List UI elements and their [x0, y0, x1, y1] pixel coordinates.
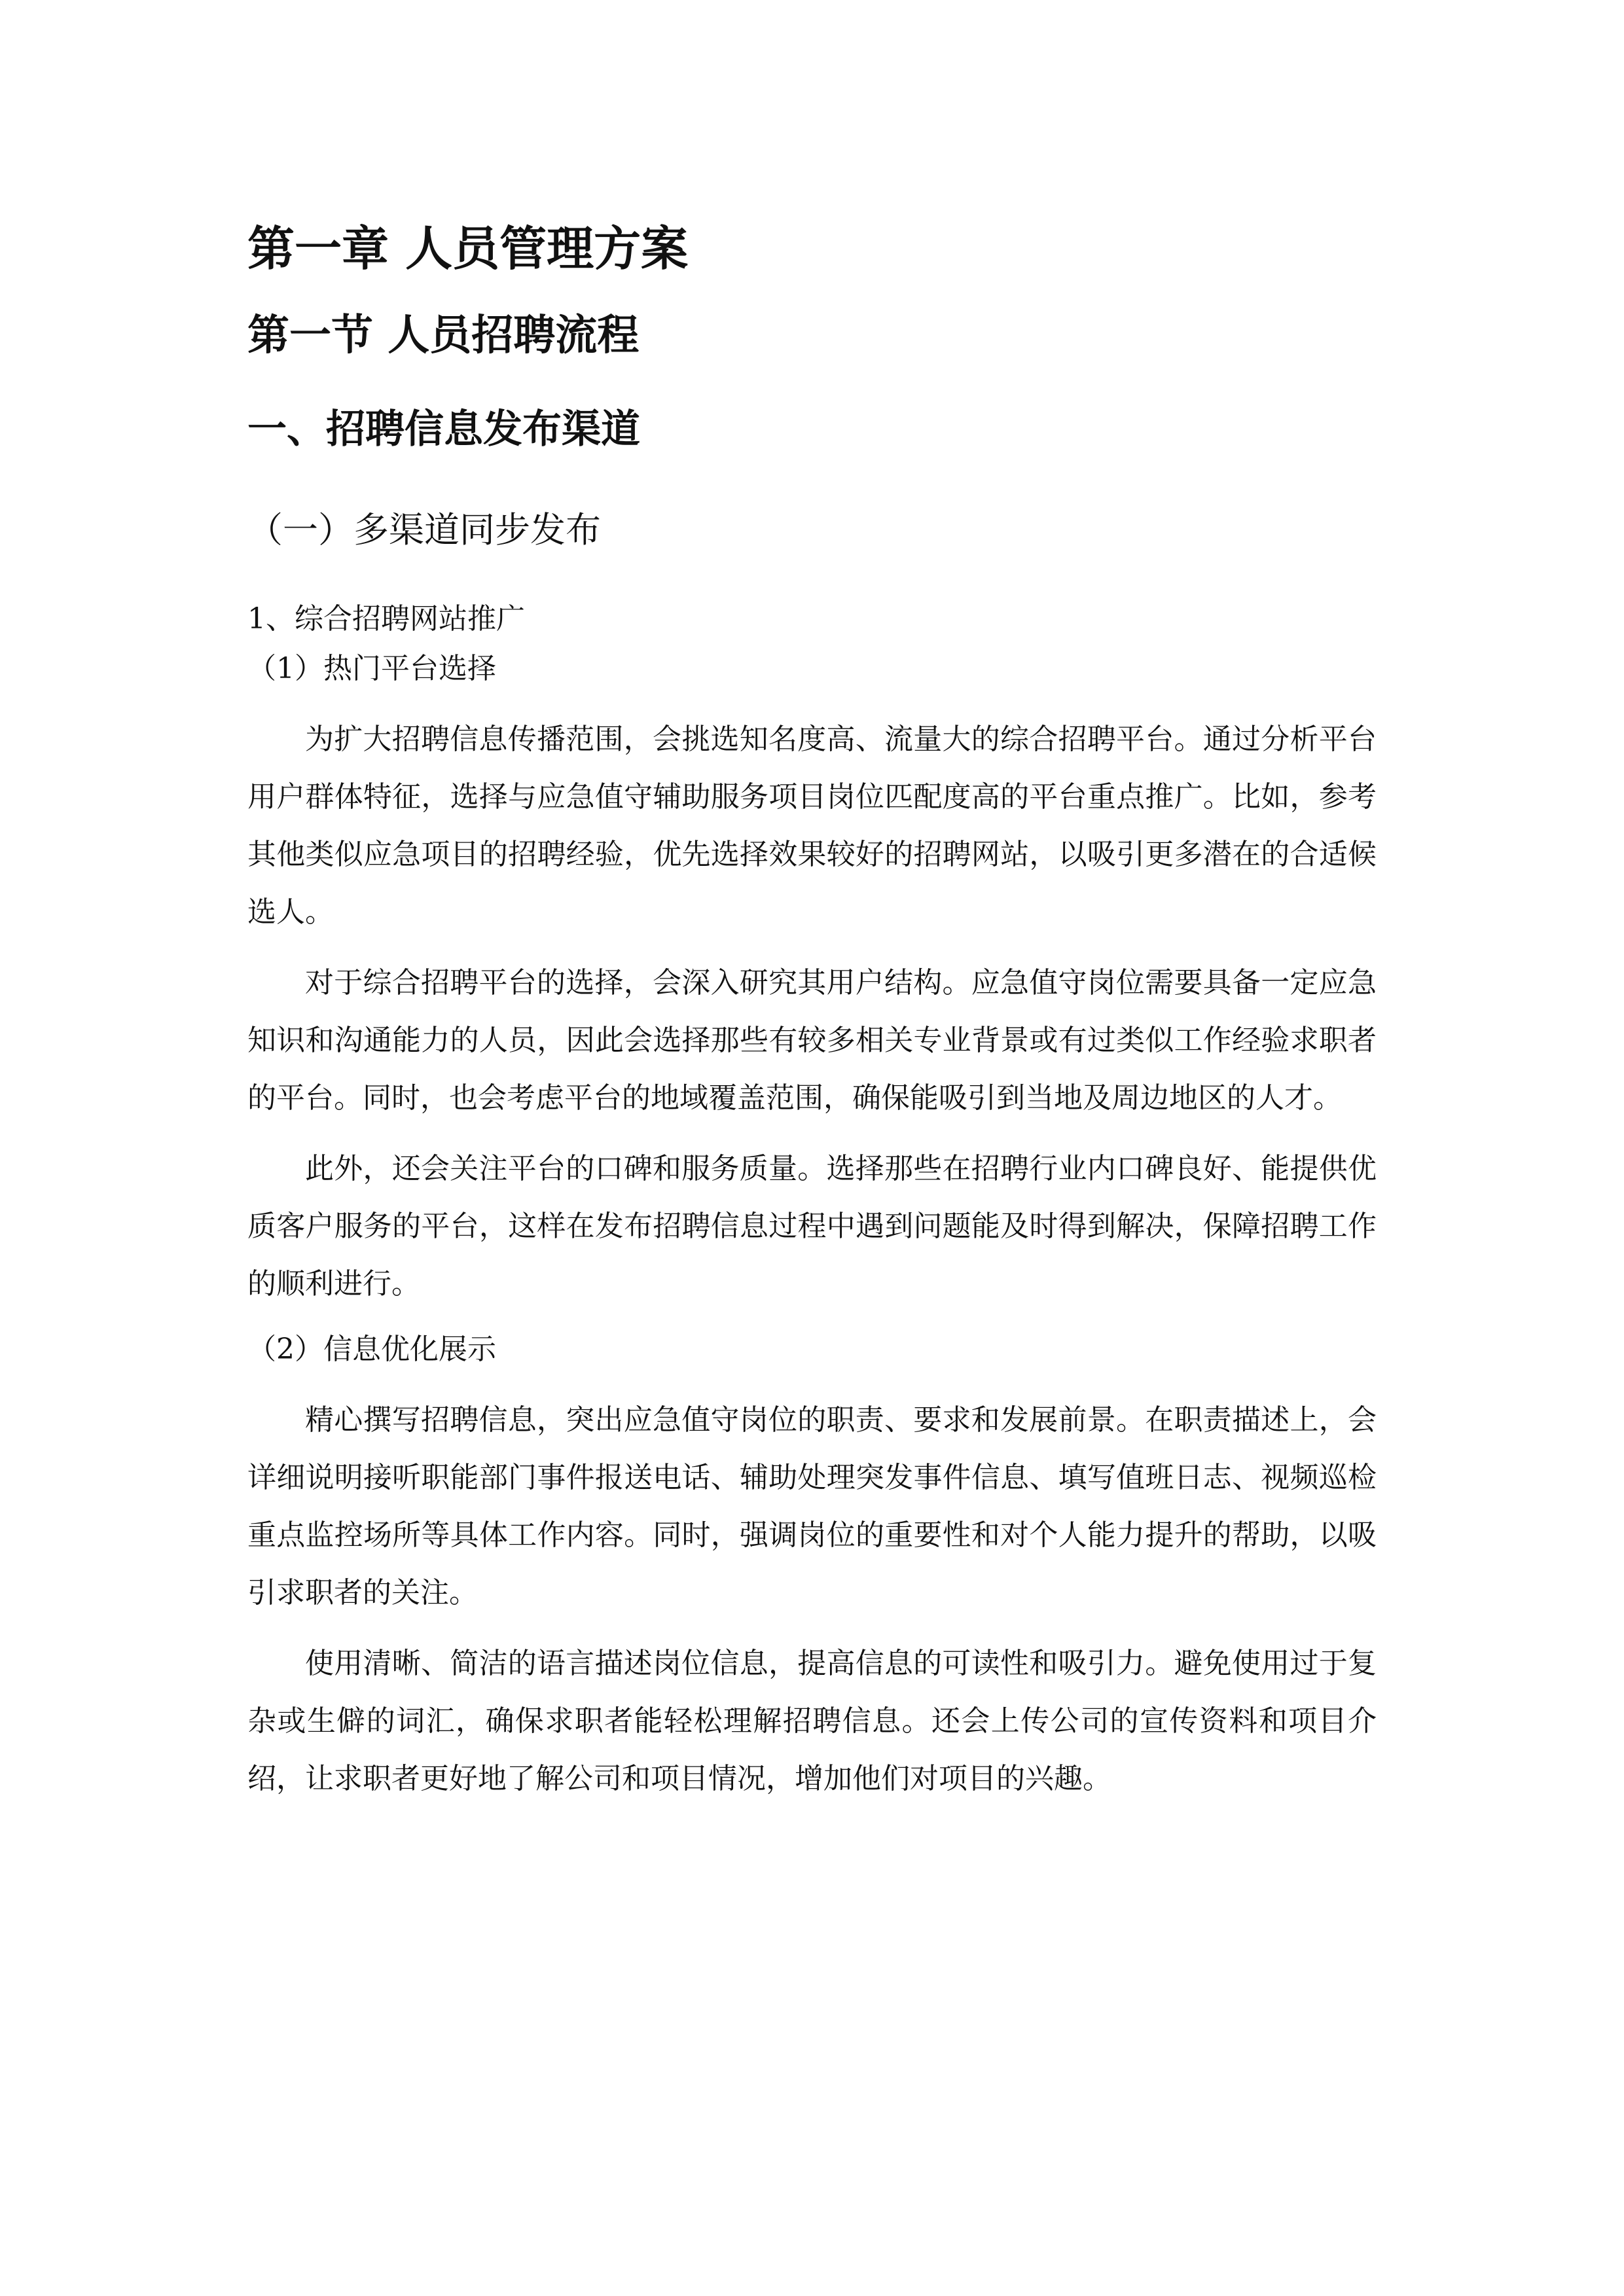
subsection-title: 一、招聘信息发布渠道: [247, 406, 640, 452]
chapter-title: 第一章 人员管理方案: [247, 221, 689, 276]
paragraph: 对于综合招聘平台的选择，会深入研究其用户结构。应急值守岗位需要具备一定应急知识和沟通能力的人员，因此会选择那些有较多相关专业背景或有过类似工作经验求职者的平台。同时，也会考虑平台的地域覆盖范围，确保能吸引到当地及周边地区的人才。: [247, 966, 1377, 1115]
paragraph: 为扩大招聘信息传播范围，会挑选知名度高、流量大的综合招聘平台。通过分析平台用户群体特征，选择与应急值守辅助服务项目岗位匹配度高的平台重点推广。比如，参考其他类似应急项目的招聘经验，优先选择效果较好的招聘网站，以吸引更多潜在的合适候选人。: [247, 723, 1377, 929]
block-heading: （1）热门平台选择: [247, 652, 496, 685]
subsubsection-title: （一）多渠道同步发布: [247, 509, 601, 550]
paragraph: 精心撰写招聘信息，突出应急值守岗位的职责、要求和发展前景。在职责描述上，会详细说明接听职能部门事件报送电话、辅助处理突发事件信息、填写值班日志、视频巡检重点监控场所等具体工作内容。同时，强调岗位的重要性和对个人能力提升的帮助，以吸引求职者的关注。: [247, 1403, 1377, 1609]
item-title: 1、综合招聘网站推广: [247, 602, 525, 636]
document-body: [247, 209, 1377, 1821]
section-title: 第一节 人员招聘流程: [247, 312, 640, 360]
paragraph: 此外，还会关注平台的口碑和服务质量。选择那些在招聘行业内口碑良好、能提供优质客户服务的平台，这样在发布招聘信息过程中遇到问题能及时得到解决，保障招聘工作的顺利进行。: [247, 1152, 1377, 1300]
block-heading: （2）信息优化展示: [247, 1333, 496, 1366]
paragraph: 使用清晰、简洁的语言描述岗位信息，提高信息的可读性和吸引力。避免使用过于复杂或生僻的词汇，确保求职者能轻松理解招聘信息。还会上传公司的宣传资料和项目介绍，让求职者更好地了解公司和项目情况，增加他们对项目的兴趣。: [247, 1647, 1377, 1795]
